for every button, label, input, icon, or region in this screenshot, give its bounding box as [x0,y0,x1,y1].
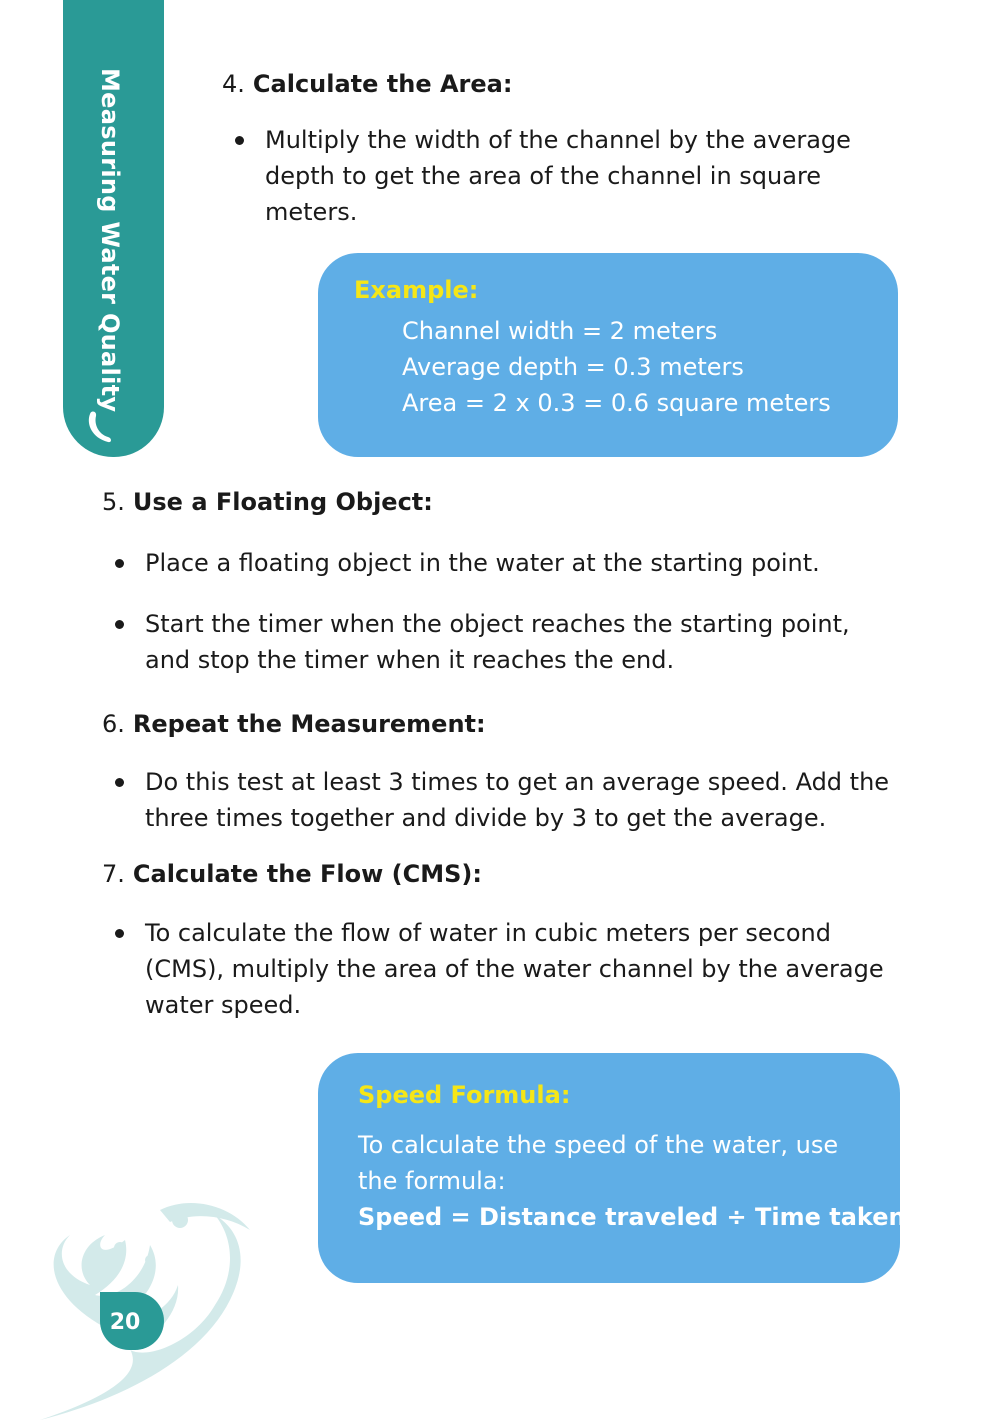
step-number: 6. [102,710,125,738]
step-4-heading [222,70,512,98]
example-box [318,253,898,457]
example-title: Example: [354,276,479,304]
list-item [145,915,890,1023]
example-line: Channel width = 2 meters [402,317,718,345]
formula-box-line: the formula: [358,1167,506,1195]
step-5-heading [102,488,433,516]
bullet-icon [115,929,124,938]
bullet-icon [115,620,124,629]
bullet-text: Do this test at least 3 times to get an average speed. Add the three times together and divide by 3 to get the average. [145,768,890,832]
bullet-text: Start the timer when the object reaches the starting point, and stop the timer when it reaches the end. [145,610,850,674]
list-item [145,545,905,581]
bullet-icon [115,559,124,568]
step-label: Use a Floating Object: [132,488,433,516]
step-number: 4. [222,70,245,98]
list-item [145,764,900,836]
example-line: Area = 2 x 0.3 = 0.6 square meters [402,389,831,417]
side-title: Measuring Water Quality [96,68,124,413]
bullet-text: Place a floating object in the water at the starting point. [145,549,820,577]
step-label: Calculate the Flow (CMS): [132,860,482,888]
page-number: 20 [109,1310,141,1335]
bullet-text: To calculate the flow of water in cubic meters per second (CMS), multiply the area of the water channel by the average water speed. [145,919,884,1019]
formula-box-line: To calculate the speed of the water, use [358,1131,839,1159]
example-line: Average depth = 0.3 meters [402,353,744,381]
step-6-heading [102,710,486,738]
list-item [265,122,885,230]
water-drop-icon [84,410,114,446]
step-label: Calculate the Area: [252,70,513,98]
bullet-text: Multiply the width of the channel by the average depth to get the area of the channel in square meters. [265,126,851,226]
formula-box-title: Speed Formula: [358,1081,571,1109]
step-number: 5. [102,488,125,516]
step-label: Repeat the Measurement: [132,710,486,738]
step-7-heading [102,860,482,888]
step-number: 7. [102,860,125,888]
formula-box [318,1053,906,1283]
list-item [145,606,890,678]
bullet-icon [115,778,124,787]
bullet-icon [235,136,244,145]
speed-formula: Speed = Distance traveled ÷ Time taken [358,1203,906,1231]
